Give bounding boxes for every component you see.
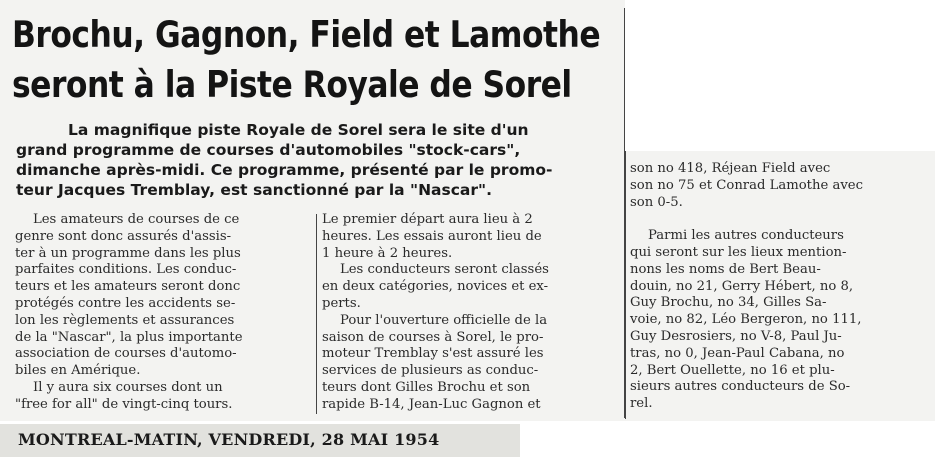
body-line: moteur Tremblay s'est assuré les — [322, 346, 544, 362]
body-line: teurs dont Gilles Brochu et son — [322, 379, 531, 395]
body-line: Les conducteurs seront classés — [340, 262, 549, 278]
body-line: parfaites conditions. Les conduc- — [15, 262, 237, 278]
body-line: teurs et les amateurs seront donc — [15, 279, 241, 295]
deck-line: La magnifique piste Royale de Sorel sera le site d'un — [68, 121, 529, 139]
body-line: nons les noms de Bert Beau- — [630, 261, 821, 277]
body-line: heures. Les essais auront lieu de — [322, 228, 542, 244]
body-line: Pour l'ouverture officielle de la — [340, 312, 548, 328]
body-line: 1 heure à 2 heures. — [322, 245, 453, 261]
body-line: de la "Nascar", la plus importante — [15, 329, 243, 345]
body-line: Guy Brochu, no 34, Gilles Sa- — [630, 295, 827, 311]
body-line: sieurs autres conducteurs de So- — [630, 379, 851, 395]
body-column-1 — [15, 212, 311, 414]
article-headline — [12, 10, 601, 110]
headline-line-2: seront à la Piste Royale de Sorel — [12, 63, 572, 106]
body-line: "free for all" de vingt-cinq tours. — [15, 396, 233, 412]
body-line: genre sont donc assurés d'assis- — [15, 228, 232, 244]
body-line: 2, Bert Ouellette, no 16 et plu- — [630, 362, 835, 378]
column-rule — [625, 151, 626, 419]
body-line: saison de courses à Sorel, le pro- — [322, 329, 544, 345]
body-line: son no 75 et Conrad Lamothe avec — [630, 177, 863, 193]
deck-line: dimanche après-midi. Ce programme, présenté par le promo- — [16, 161, 553, 179]
body-line: Le premier départ aura lieu à 2 — [322, 212, 533, 227]
body-line: qui seront sur les lieux mention- — [630, 244, 847, 260]
body-column-3 — [630, 161, 930, 413]
body-line: Il y aura six courses dont un — [33, 379, 223, 395]
dateline-bar — [0, 424, 520, 457]
body-line: lon les règlements et assurances — [15, 312, 235, 328]
body-line: Les amateurs de courses de ce — [33, 212, 240, 227]
column-rule — [316, 214, 317, 414]
body-line: ter à un programme dans les plus — [15, 245, 241, 261]
body-line: Parmi les autres conducteurs — [648, 228, 844, 244]
body-line-spacer — [630, 211, 930, 228]
body-line: son 0-5. — [630, 194, 683, 210]
body-line: douin, no 21, Gerry Hébert, no 8, — [630, 278, 854, 294]
deck-line: grand programme de courses d'automobiles "stock-cars", — [16, 141, 521, 159]
body-line: rel. — [630, 396, 653, 412]
body-line: services de plusieurs as conduc- — [322, 363, 539, 379]
body-line: rapide B-14, Jean-Luc Gagnon et — [322, 396, 541, 412]
dateline-text: MONTREAL-MATIN, VENDREDI, 28 MAI 1954 — [18, 430, 440, 449]
body-line: association de courses d'automo- — [15, 346, 237, 362]
body-line: perts. — [322, 295, 361, 311]
body-line: en deux catégories, novices et ex- — [322, 279, 549, 295]
body-column-2 — [322, 212, 620, 414]
deck-line: teur Jacques Tremblay, est sanctionné par la "Nascar". — [16, 181, 492, 199]
body-line: voie, no 82, Léo Bergeron, no 111, — [630, 312, 862, 328]
body-line: son no 418, Réjean Field avec — [630, 161, 831, 176]
article-deck — [16, 120, 620, 200]
body-line: Guy Desrosiers, no V-8, Paul Ju- — [630, 328, 842, 344]
body-line: biles en Amérique. — [15, 363, 141, 379]
body-line: protégés contre les accidents se- — [15, 295, 236, 311]
body-line: tras, no 0, Jean-Paul Cabana, no — [630, 345, 845, 361]
headline-line-1: Brochu, Gagnon, Field et Lamothe — [12, 13, 601, 56]
